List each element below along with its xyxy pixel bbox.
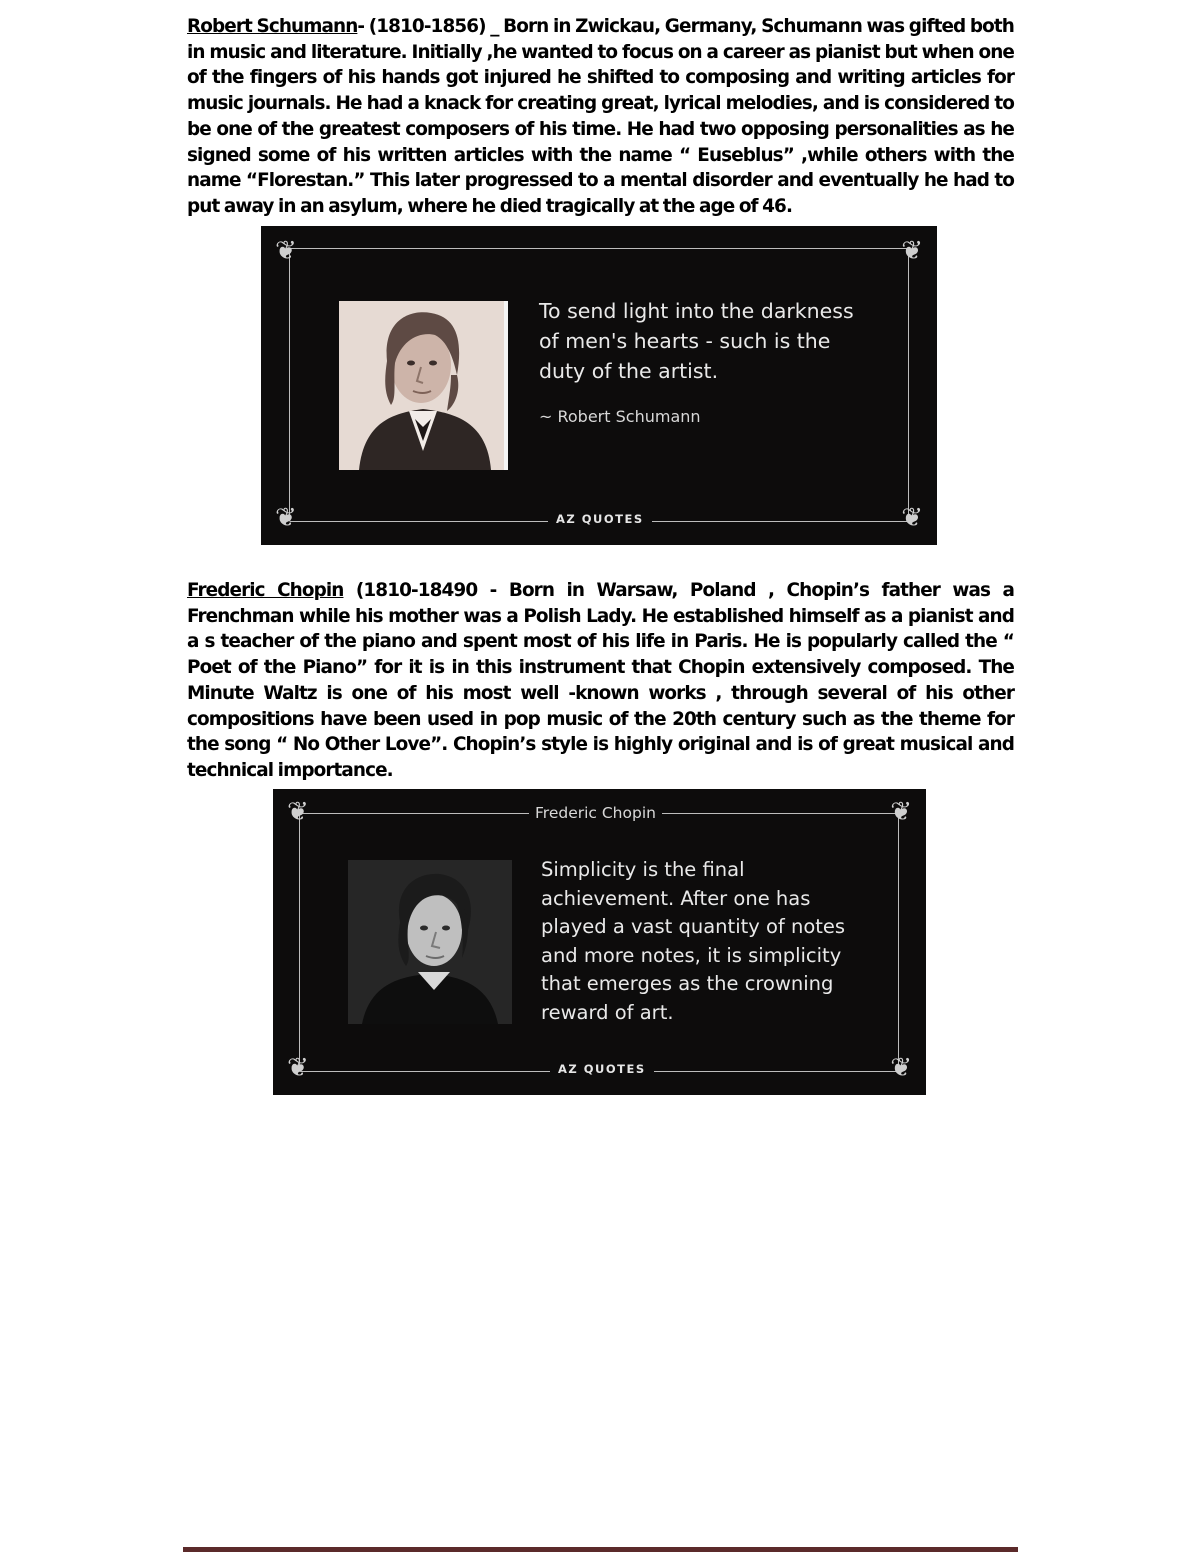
chopin-paragraph bbox=[187, 578, 1014, 784]
flourish-icon: ❦ bbox=[275, 236, 297, 266]
flourish-icon: ❦ bbox=[901, 236, 923, 266]
schumann-quote-text: To send light into the darkness of men's hearts - such is the duty of the artist. bbox=[539, 299, 854, 383]
schumann-quote-card bbox=[261, 226, 937, 545]
flourish-icon: ❦ bbox=[901, 503, 923, 533]
chopin-quote-card bbox=[273, 789, 926, 1095]
flourish-icon: ❦ bbox=[890, 1053, 912, 1083]
flourish-icon: ❦ bbox=[275, 503, 297, 533]
schumann-name: Robert Schumann bbox=[187, 16, 358, 37]
schumann-quote-author: ~ Robert Schumann bbox=[539, 407, 701, 426]
flourish-icon: ❦ bbox=[287, 1053, 309, 1083]
chopin-quote-text: Simplicity is the final achievement. After one has played a vast quantity of notes and more notes, it is simplicity that emerges as the crowning reward of art. bbox=[541, 858, 846, 1024]
schumann-text: - (1810-1856) _ Born in Zwickau, Germany, Schumann was gifted both in music and literature. Initially ,he wanted to focus on a career as pianist but when one of the fingers of his hands got injured he shifted to composing and writing articles for music journals. He had a knack for creating great, lyrical melodies, and is considered to be one of the greatest composers of his time. He had two opposing personalities as he signed some of his written articles with the name “ Euseblus” ,while others with the name “Florestan.” This later progressed to a mental disorder and eventually he had to put away in an asylum, where he died tragically at the age of 46. bbox=[187, 16, 1014, 217]
schumann-portrait bbox=[339, 301, 508, 470]
chopin-portrait bbox=[348, 860, 512, 1024]
flourish-icon: ❦ bbox=[287, 797, 309, 827]
chopin-text: (1810-18490 - Born in Warsaw, Poland , Chopin’s father was a Frenchman while his mother was a Polish Lady. He established himself as a pianist and a s teacher of the piano and spent most of his life in Paris. He is popularly called the “ Poet of the Piano” for it is in this instrument that Chopin extensively composed. The Minute Waltz is one of his most well -known works , through several of his other compositions have been used in pop music of the 20th century such as the theme for the song “ No Other Love”. Chopin’s style is highly original and is of great musical and technical importance. bbox=[187, 580, 1014, 781]
chopin-name: Frederic Chopin bbox=[187, 580, 344, 601]
flourish-icon: ❦ bbox=[890, 797, 912, 827]
az-quotes-logo: AZ QUOTES bbox=[548, 512, 652, 526]
az-quotes-logo: AZ QUOTES bbox=[550, 1062, 654, 1076]
chopin-card-title: Frederic Chopin bbox=[529, 804, 662, 822]
footer-rule bbox=[183, 1547, 1018, 1552]
schumann-paragraph bbox=[187, 14, 1014, 220]
